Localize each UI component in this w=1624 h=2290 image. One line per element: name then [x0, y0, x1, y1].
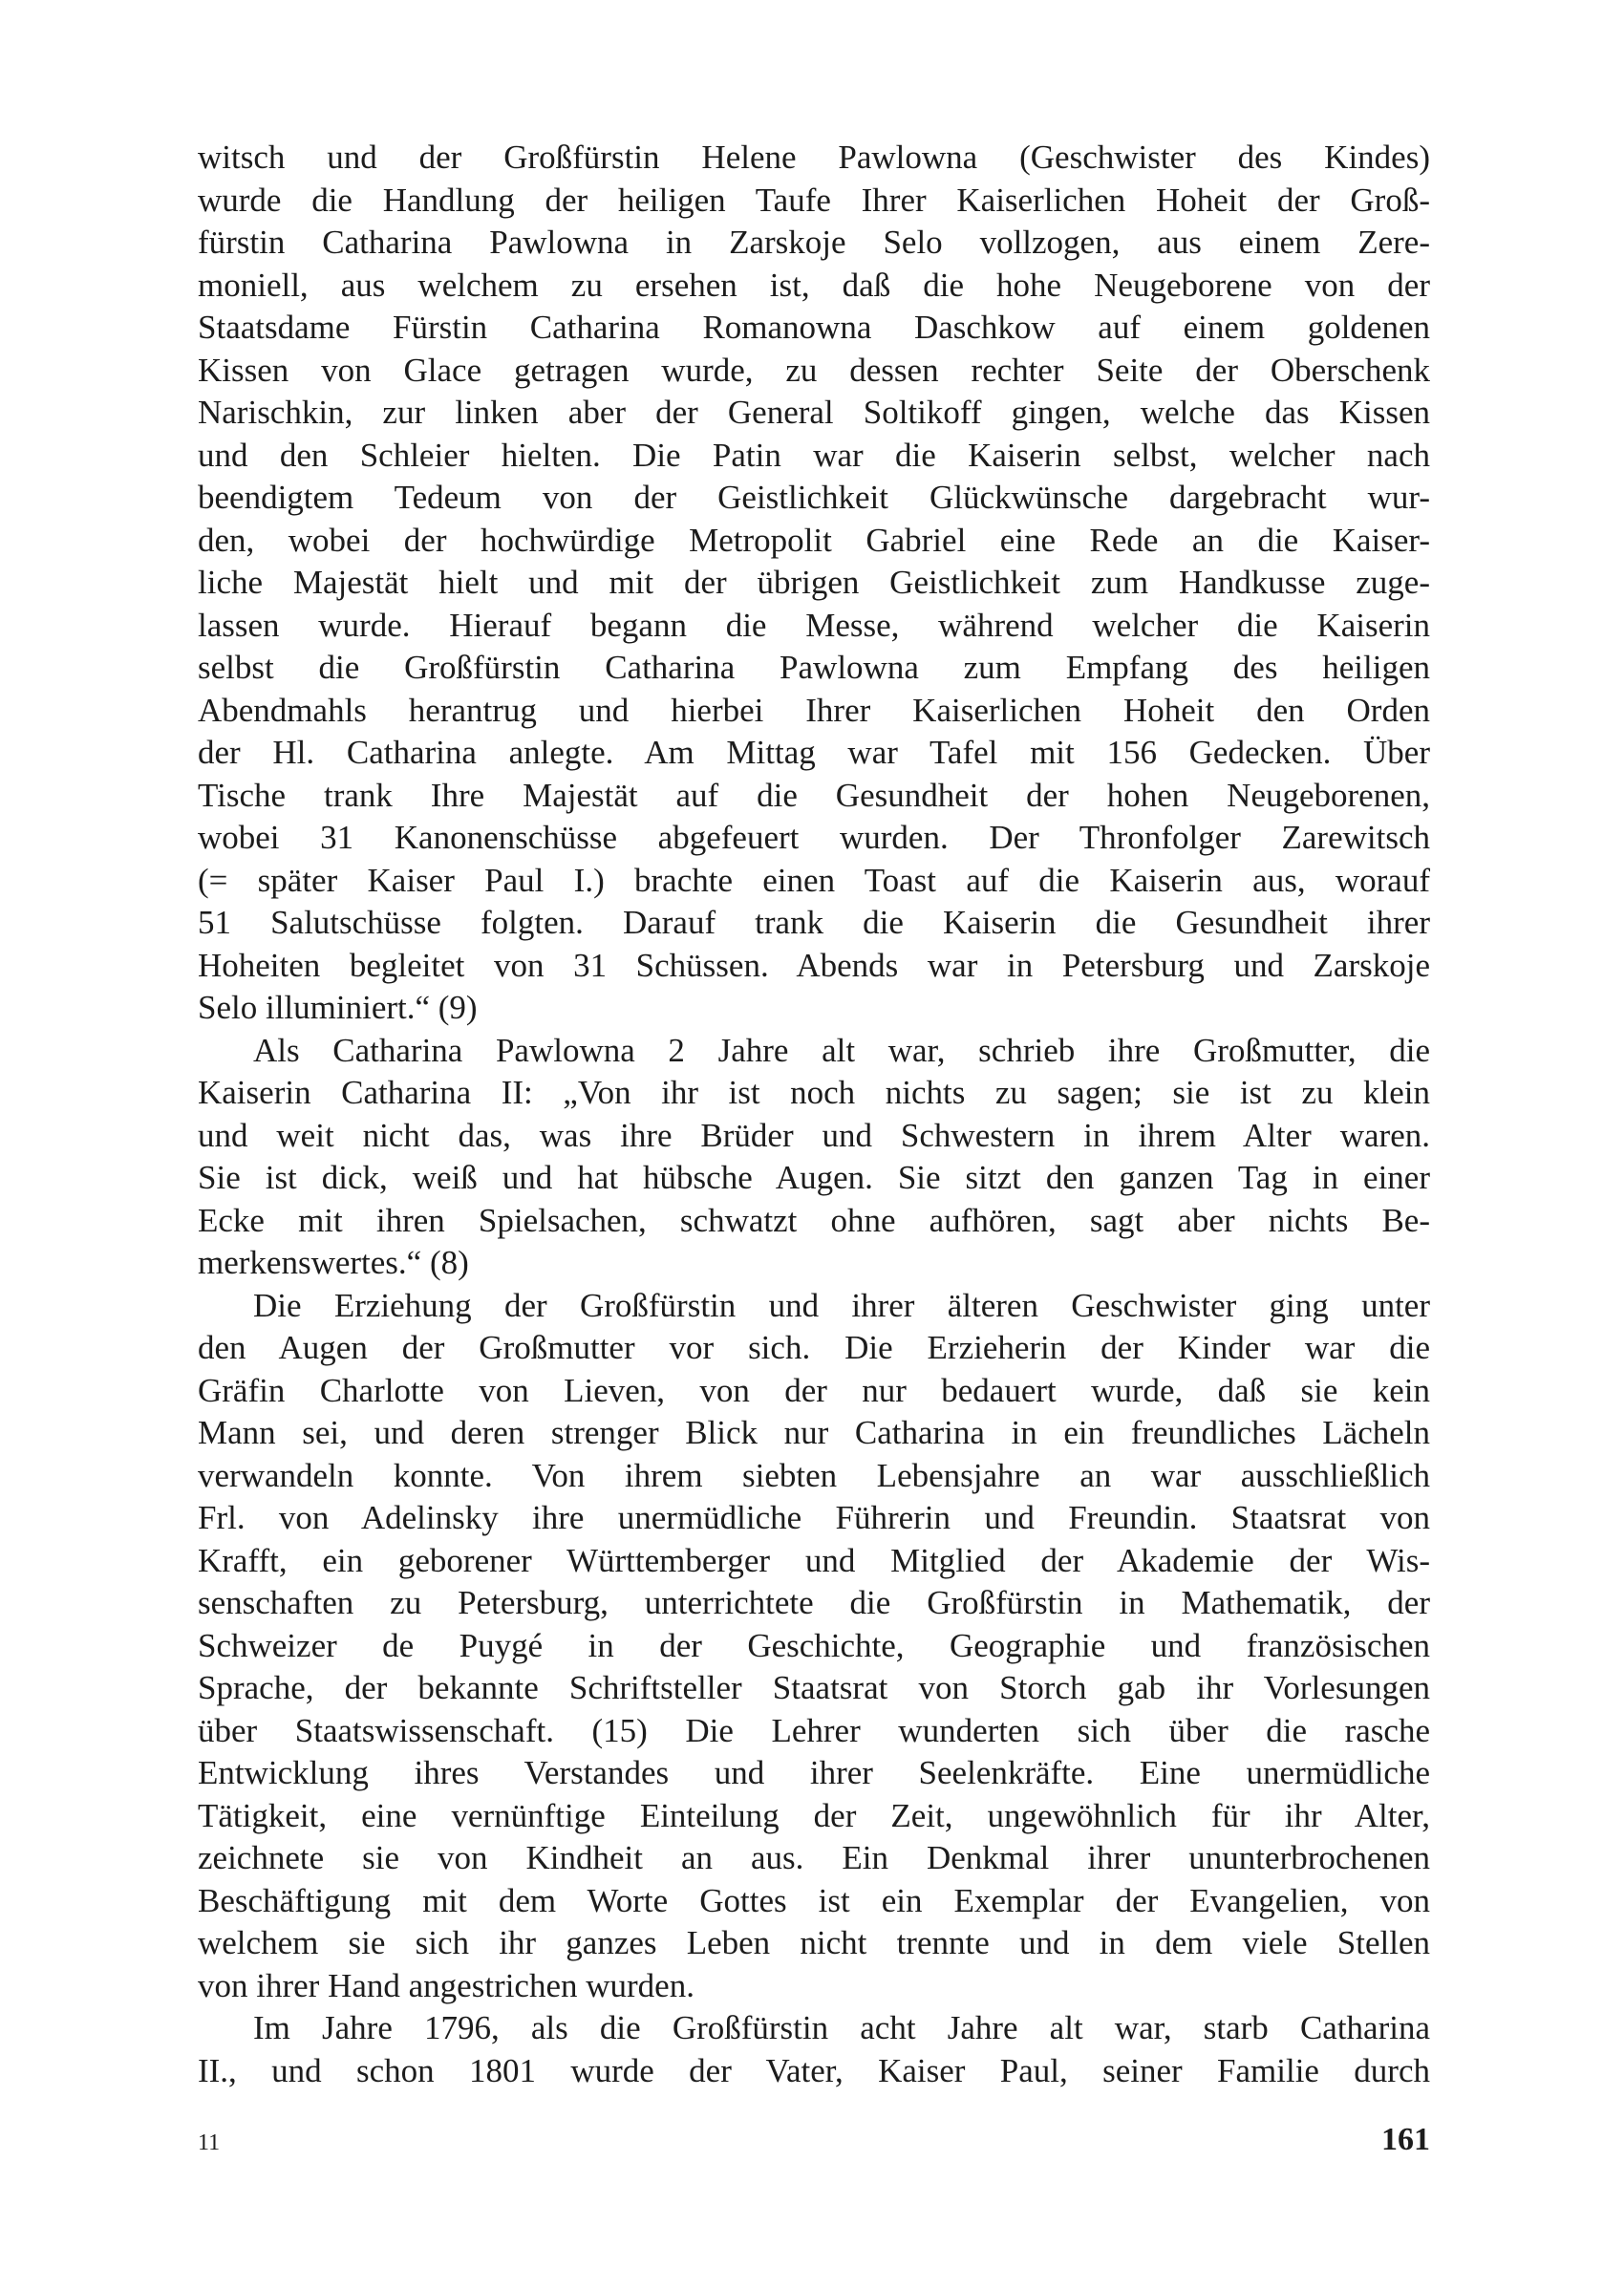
- text-line: merkenswertes.“ (8): [198, 1244, 469, 1281]
- text-line: wurde die Handlung der heiligen Taufe Ihrer Kaiserlichen Hoheit der Groß-: [198, 181, 1430, 219]
- text-line: liche Majestät hielt und mit der übrigen Geistlichkeit zum Handkusse zuge-: [198, 564, 1430, 601]
- text-line: lassen wurde. Hierauf begann die Messe, während welcher die Kaiserin: [198, 606, 1430, 644]
- text-line: verwandeln konnte. Von ihrem siebten Lebensjahre an war ausschließlich: [198, 1456, 1430, 1494]
- text-line: Sie ist dick, weiß und hat hübsche Augen. Sie sitzt den ganzen Tag in einer: [198, 1159, 1430, 1196]
- text-line: Frl. von Adelinsky ihre unermüdliche Führerin und Freundin. Staatsrat von: [198, 1499, 1430, 1536]
- text-line: Kissen von Glace getragen wurde, zu dessen rechter Seite der Oberschenk: [198, 351, 1430, 389]
- text-line: beendigtem Tedeum von der Geistlichkeit Glückwünsche dargebracht wur-: [198, 479, 1430, 516]
- text-line: II., und schon 1801 wurde der Vater, Kaiser Paul, seiner Familie durch: [198, 2051, 1430, 2089]
- text-line: witsch und der Großfürstin Helene Pawlowna (Geschwister des Kindes): [198, 139, 1430, 176]
- text-line: Schweizer de Puygé in der Geschichte, Geographie und französischen: [198, 1626, 1430, 1664]
- text-line: senschaften zu Petersburg, unterrichtete die Großfürstin in Mathematik, der: [198, 1584, 1430, 1621]
- text-line: Sprache, der bekannte Schriftsteller Staatsrat von Storch gab ihr Vorlesungen: [198, 1669, 1430, 1706]
- page-number: 161: [1381, 2122, 1430, 2157]
- text-line: Selo illuminiert.“ (9): [198, 989, 478, 1026]
- text-line: Entwicklung ihres Verstandes und ihrer Seelenkräfte. Eine unermüdliche: [198, 1754, 1430, 1791]
- text-line: Beschäftigung mit dem Worte Gottes ist ein Exemplar der Evangelien, von: [198, 1881, 1430, 1919]
- text-line: von ihrer Hand angestrichen wurden.: [198, 1966, 694, 2004]
- text-line: und weit nicht das, was ihre Brüder und Schwestern in ihrem Alter waren.: [198, 1116, 1430, 1154]
- text-line: Staatsdame Fürstin Catharina Romanowna Daschkow auf einem goldenen: [198, 309, 1430, 346]
- text-line: den Augen der Großmutter vor sich. Die Erzieherin der Kinder war die: [198, 1329, 1430, 1366]
- text-line: Die Erziehung der Großfürstin und ihrer älteren Geschwister ging unter: [253, 1286, 1430, 1324]
- text-line: Tische trank Ihre Majestät auf die Gesundheit der hohen Neugeborenen,: [198, 776, 1430, 814]
- text-line: zeichnete sie von Kindheit an aus. Ein Denkmal ihrer ununterbrochenen: [198, 1839, 1430, 1876]
- text-line: den, wobei der hochwürdige Metropolit Gabriel eine Rede an die Kaiser-: [198, 521, 1430, 559]
- body-text: [198, 137, 1430, 2092]
- text-line: und den Schleier hielten. Die Patin war die Kaiserin selbst, welcher nach: [198, 436, 1430, 474]
- text-line: Hoheiten begleitet von 31 Schüssen. Abends war in Petersburg und Zarskoje: [198, 946, 1430, 984]
- text-line: Narischkin, zur linken aber der General Soltikoff gingen, welche das Kissen: [198, 394, 1430, 431]
- text-line: Gräfin Charlotte von Lieven, von der nur bedauert wurde, daß sie kein: [198, 1371, 1430, 1409]
- text-line: Mann sei, und deren strenger Blick nur Catharina in ein freundliches Lächeln: [198, 1414, 1430, 1451]
- text-line: über Staatswissenschaft. (15) Die Lehrer wunderten sich über die rasche: [198, 1711, 1430, 1749]
- text-line: moniell, aus welchem zu ersehen ist, daß die hohe Neugeborene von der: [198, 266, 1430, 304]
- text-line: Als Catharina Pawlowna 2 Jahre alt war, schrieb ihre Großmutter, die: [253, 1031, 1430, 1069]
- text-line: Ecke mit ihren Spielsachen, schwatzt ohne aufhören, sagt aber nichts Be-: [198, 1201, 1430, 1239]
- text-line: selbst die Großfürstin Catharina Pawlowna zum Empfang des heiligen: [198, 649, 1430, 686]
- text-line: Krafft, ein geborener Württemberger und Mitglied der Akademie der Wis-: [198, 1541, 1430, 1579]
- text-line: Im Jahre 1796, als die Großfürstin acht Jahre alt war, starb Catharina: [253, 2009, 1430, 2046]
- text-line: Kaiserin Catharina II: „Von ihr ist noch nichts zu sagen; sie ist zu klein: [198, 1074, 1430, 1111]
- text-line: wobei 31 Kanonenschüsse abgefeuert wurden. Der Thronfolger Zarewitsch: [198, 819, 1430, 856]
- signature-mark: 11: [198, 2130, 221, 2155]
- text-line: Tätigkeit, eine vernünftige Einteilung der Zeit, ungewöhnlich für ihr Alter,: [198, 1796, 1430, 1834]
- page-footer: [198, 2119, 1430, 2167]
- text-line: fürstin Catharina Pawlowna in Zarskoje Selo vollzogen, aus einem Zere-: [198, 224, 1430, 261]
- text-line: welchem sie sich ihr ganzes Leben nicht trennte und in dem viele Stellen: [198, 1924, 1430, 1961]
- text-line: der Hl. Catharina anlegte. Am Mittag war Tafel mit 156 Gedecken. Über: [198, 734, 1430, 771]
- text-line: 51 Salutschüsse folgten. Darauf trank die Kaiserin die Gesundheit ihrer: [198, 904, 1430, 941]
- text-line: Abendmahls herantrug und hierbei Ihrer Kaiserlichen Hoheit den Orden: [198, 691, 1430, 729]
- text-line: (= später Kaiser Paul I.) brachte einen Toast auf die Kaiserin aus, worauf: [198, 861, 1430, 899]
